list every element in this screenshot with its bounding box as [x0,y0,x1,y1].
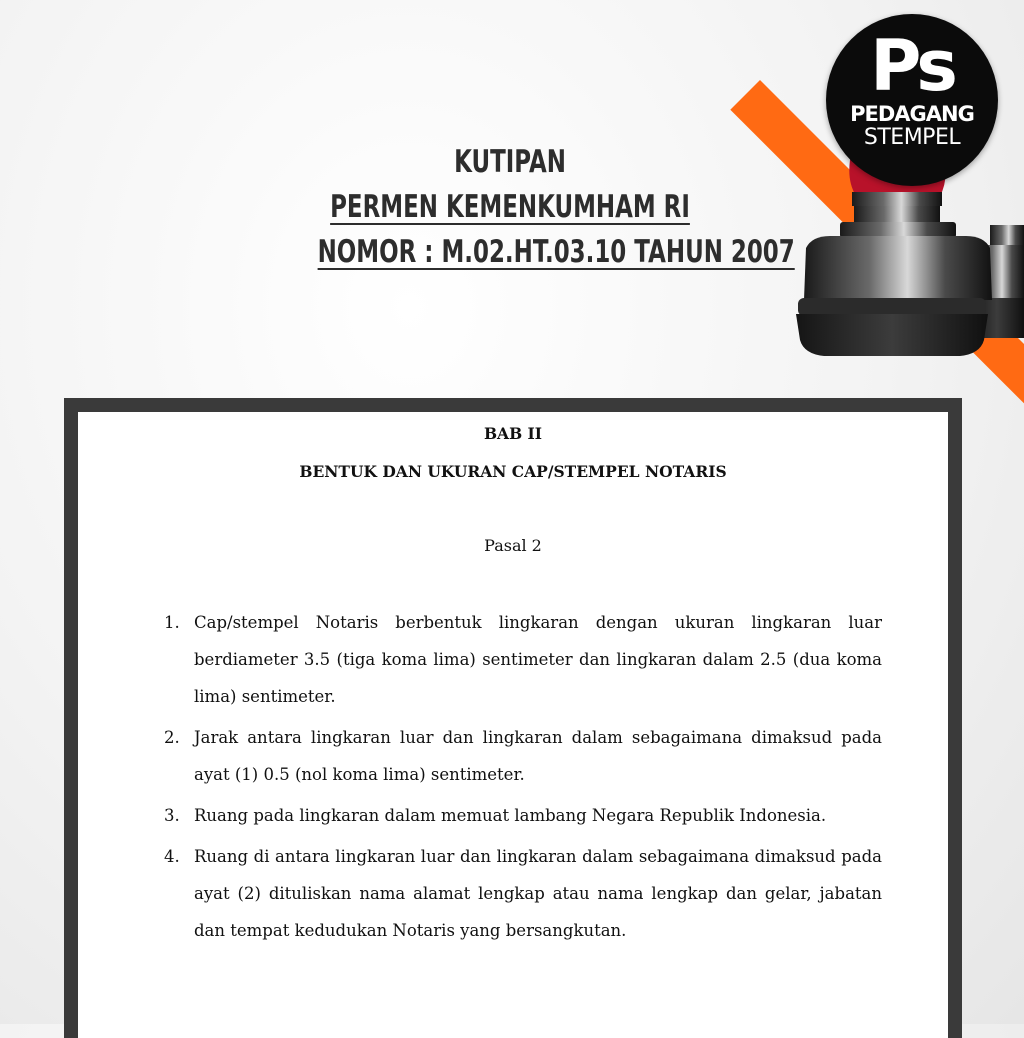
item-number: 1. [164,613,180,632]
logo-text-pedagang: PEDAGANG [850,102,974,126]
logo-text-stempel: STEMPEL [863,125,961,150]
item-text: Cap/stempel Notaris berbentuk lingkaran dengan ukuran lingkaran luar berdiameter 3.5 (tiga koma lima) sentimeter dan lingkaran dalam 2.5 (dua koma lima) sentimeter. [194,613,882,706]
headline-line-1: KUTIPAN [454,144,566,180]
brand-logo [826,14,998,186]
list-item [158,719,882,793]
item-text: Ruang di antara lingkaran luar dan lingkaran dalam sebagaimana dimaksud pada ayat (2) dituliskan nama alamat lengkap atau nama lengkap dan gelar, jabatan dan tempat kedudukan Notaris yang bersangkutan. [194,847,882,940]
document-page [78,412,948,1038]
logo-mark: Ps [870,25,954,107]
list-item [158,838,882,949]
list-item [158,604,882,715]
article-items [158,604,882,953]
article-heading: Pasal 2 [484,536,542,555]
headline [317,140,795,275]
item-text: Jarak antara lingkaran luar dan lingkaran dalam sebagaimana dimaksud pada ayat (1) 0.5 (nol koma lima) sentimeter. [194,728,882,784]
chapter-title: BENTUK DAN UKURAN CAP/STEMPEL NOTARIS [299,462,727,481]
list-item [158,797,882,834]
headline-line-2: PERMEN KEMENKUMHAM RI [330,189,690,225]
item-number: 4. [164,847,180,866]
item-number: 3. [164,806,180,825]
item-text: Ruang pada lingkaran dalam memuat lambang Negara Republik Indonesia. [194,806,827,825]
chapter-heading: BAB II [483,424,543,443]
headline-line-3: NOMOR : M.02.HT.03.10 TAHUN 2007 [317,234,795,270]
item-number: 2. [164,728,180,747]
document-frame [64,398,962,1038]
